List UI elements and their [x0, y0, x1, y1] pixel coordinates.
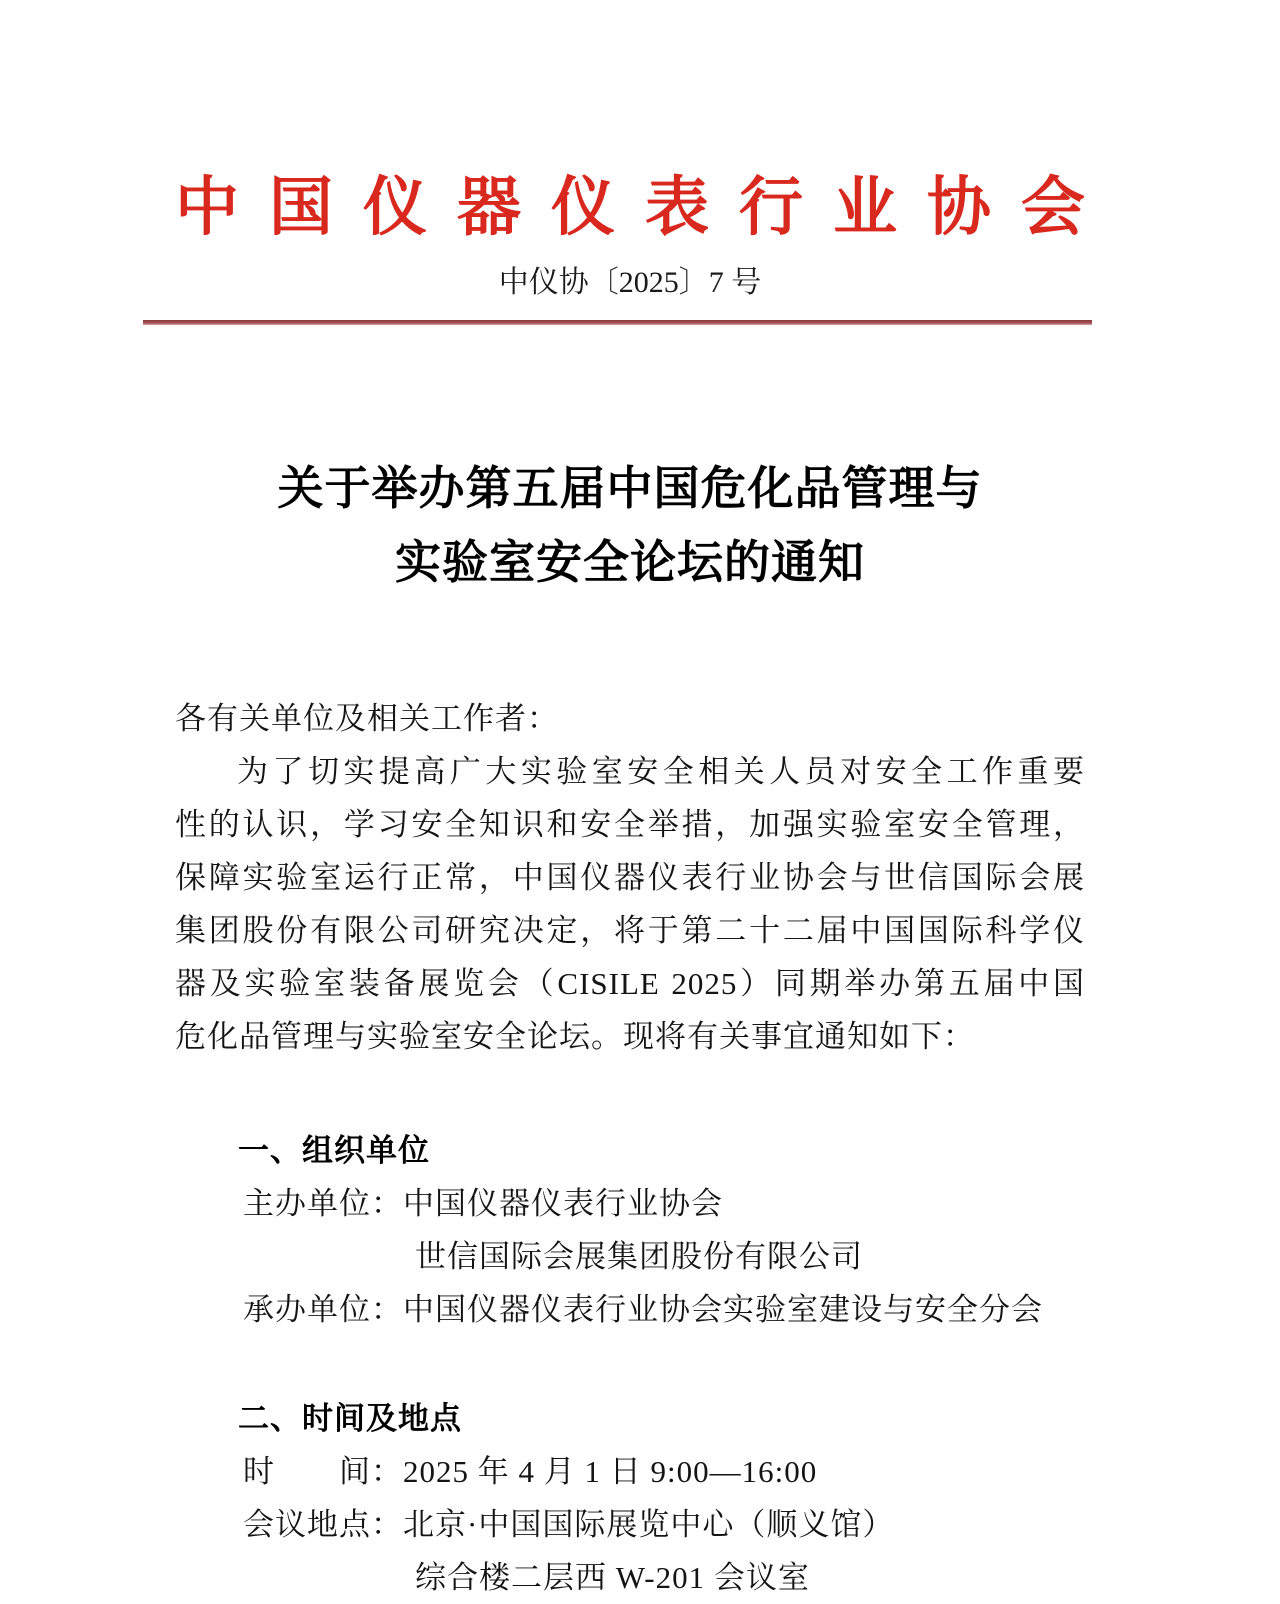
red-divider-line: [143, 320, 1092, 325]
letterhead-org-name-char: 国: [269, 172, 333, 243]
paragraph-line: 为了切实提高广大实验室安全相关人员对安全工作重要: [237, 754, 1085, 789]
paragraph-line: 器及实验室装备展览会（CISILE 2025）同期举办第五届中国: [175, 966, 1085, 1001]
section-heading-organizers: 一、组织单位: [238, 1133, 430, 1168]
paragraph-line: 保障实验室运行正常，中国仪器仪表行业协会与世信国际会展: [175, 860, 1085, 895]
document-title-line-2: 实验室安全论坛的通知: [395, 537, 865, 588]
section-heading-time-place: 二、时间及地点: [238, 1401, 462, 1436]
paragraph-line: 危化品管理与实验室安全论坛。现将有关事宜通知如下：: [175, 1019, 975, 1054]
organizer-host-line: 主办单位：中国仪器仪表行业协会: [243, 1186, 723, 1221]
document-body: [175, 692, 1085, 1604]
letterhead-org-name-char: 行: [739, 172, 803, 243]
letterhead-org-name-char: 业: [833, 172, 897, 243]
paragraph-line: 集团股份有限公司研究决定，将于第二十二届中国国际科学仪: [175, 913, 1085, 948]
meeting-place-line: 会议地点：北京·中国国际展览中心（顺义馆）: [243, 1507, 895, 1542]
letterhead-org-name-char: 会: [1021, 172, 1085, 243]
letterhead-org-name-char: 中: [175, 172, 239, 243]
organizer-undertaker-line: 承办单位：中国仪器仪表行业协会实验室建设与安全分会: [243, 1292, 1043, 1327]
meeting-room-line: 综合楼二层西 W-201 会议室: [415, 1560, 810, 1595]
letterhead-org-name-char: 表: [645, 172, 709, 243]
letterhead-org-name-char: 协: [927, 172, 991, 243]
doc-number: 中仪协〔2025〕7 号: [498, 266, 762, 299]
document-title: [175, 452, 1085, 600]
paragraph-line: 性的认识，学习安全知识和安全举措，加强实验室安全管理，: [175, 807, 1085, 842]
letterhead-org-name-char: 仪: [363, 172, 427, 243]
organizer-cohost-line: 世信国际会展集团股份有限公司: [415, 1239, 863, 1274]
salutation: 各有关单位及相关工作者：: [175, 701, 559, 736]
letterhead-org-name-char: 器: [457, 172, 521, 243]
letterhead-org-name-char: 仪: [551, 172, 615, 243]
document-title-line-1: 关于举办第五届中国危化品管理与: [277, 463, 983, 514]
letterhead-org-name: [175, 172, 1085, 243]
meeting-time-line: 时 间：2025 年 4 月 1 日 9:00—16:00: [243, 1454, 818, 1489]
